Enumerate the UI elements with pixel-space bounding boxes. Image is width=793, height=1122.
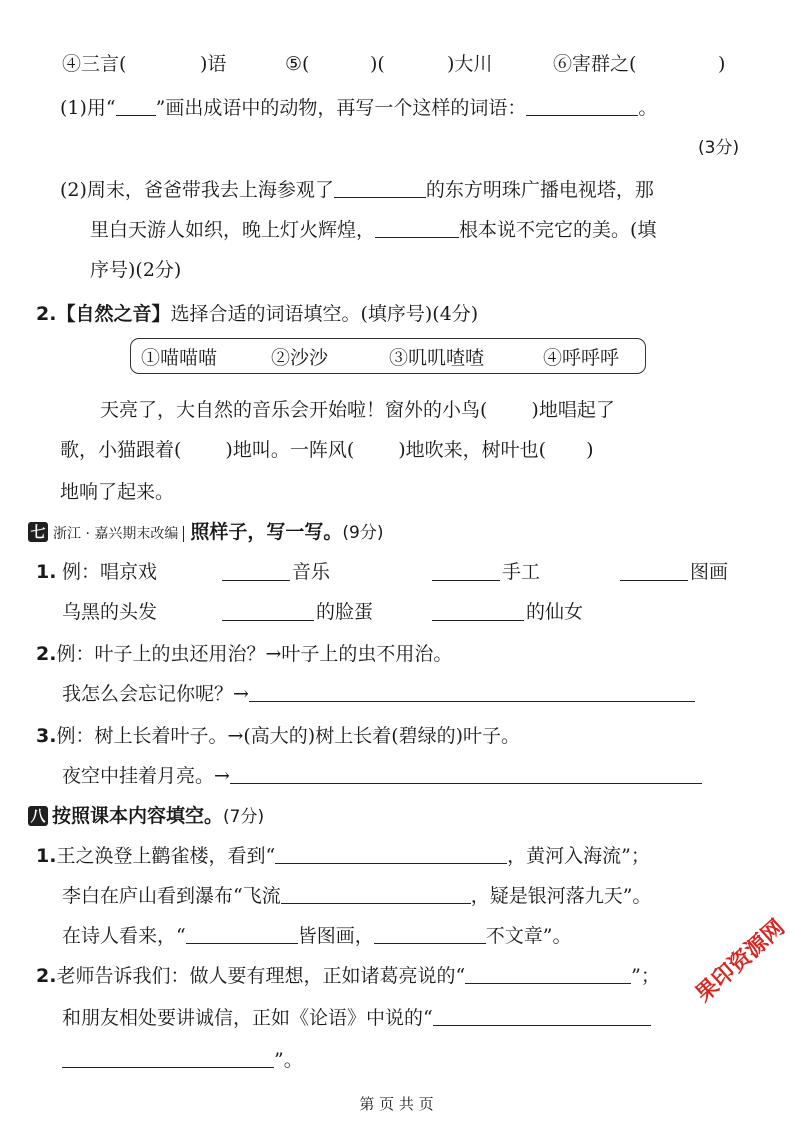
q2-tag: 【自然之音】 xyxy=(56,303,171,325)
s8-q1-text-a: 王之涣登上鹳雀楼，看到“ xyxy=(56,845,276,867)
q1-1-prefix: (1)用“ xyxy=(60,97,116,119)
s7-q1-word-1: 音乐 xyxy=(292,561,331,583)
s7-q2-question-text: 我怎么会忘记你呢？→ xyxy=(62,683,249,705)
s7-q2-example-text: 例：叶子上的虫还用治？→叶子上的虫不用治。 xyxy=(56,643,453,665)
s7-q1-blank-4[interactable] xyxy=(222,600,314,621)
section-8-badge: 八 xyxy=(28,806,48,826)
s7-q3-question-text: 夜空中挂着月亮。→ xyxy=(62,765,230,787)
q2-p1-end: )地唱起了 xyxy=(531,399,615,421)
s7-q1-word-5: 的仙女 xyxy=(526,601,584,623)
s8-q2-blank-2a[interactable] xyxy=(433,1005,651,1026)
s8-q2-text-d: ”。 xyxy=(274,1049,303,1071)
section-8-header xyxy=(28,802,264,831)
q1-1-score: (3分) xyxy=(698,138,740,158)
idiom-5-end: )大川 xyxy=(447,53,493,75)
q1-2-text-a: (2)周末，爸爸带我去上海参观了 xyxy=(60,179,334,201)
q2-p2-text-c: )地吹来，树叶也( xyxy=(398,439,547,461)
s8-q2-text-a: 老师告诉我们：做人要有理想，正如诸葛亮说的“ xyxy=(56,965,466,987)
q1-2-blank-2[interactable] xyxy=(375,217,459,238)
question-1-2-line2 xyxy=(90,216,656,244)
q2-p2-text-b: )地叫。一阵风( xyxy=(225,439,355,461)
question-2-header xyxy=(36,300,478,328)
q1-1-answer-blank[interactable] xyxy=(526,95,638,116)
s7-q2-question xyxy=(62,680,695,708)
idiom-4-start: ④三言( xyxy=(62,53,127,75)
option-1: ①喵喵喵 xyxy=(141,347,218,369)
s8-q1-text-b: ，黄河入海流”； xyxy=(507,845,650,867)
s8-q1-blank-1[interactable] xyxy=(275,843,507,864)
s8-q2-blank-2b[interactable] xyxy=(62,1047,274,1068)
s7-q3-example-text: 例：树上长着叶子。→(高大的)树上长着(碧绿的)叶子。 xyxy=(56,725,521,747)
watermark-logo: 果印资源网 xyxy=(691,915,790,1008)
s7-q1-word-3: 图画 xyxy=(690,561,729,583)
s8-q2-text-b: ”； xyxy=(631,965,660,987)
s7-q2-number: 2. xyxy=(36,643,57,665)
s7-q2-answer-blank[interactable] xyxy=(249,681,695,702)
s8-q1-line1 xyxy=(36,842,650,870)
s7-q3-answer-blank[interactable] xyxy=(230,763,702,784)
s8-q1-text-d: ，疑是银河落九天”。 xyxy=(470,885,652,907)
s8-q1-text-g: 不文章”。 xyxy=(485,925,572,947)
idiom-4-end: )语 xyxy=(200,53,227,75)
section-7-score: (9分) xyxy=(342,523,384,543)
q2-p2-text-d: ) xyxy=(586,439,594,461)
s8-q2-line1 xyxy=(36,962,660,990)
option-4: ④呼呼呼 xyxy=(543,347,620,369)
q1-2-text-c: 里白天游人如织，晚上灯火辉煌， xyxy=(90,219,376,241)
s7-q2-example xyxy=(36,640,452,668)
s8-q1-text-f: 皆图画， xyxy=(297,925,374,947)
s8-q1-text-e: 在诗人看来，“ xyxy=(62,925,186,947)
q2-instruction: 选择合适的词语填空。(填序号)(4分) xyxy=(170,303,479,325)
option-3: ③叽叽喳喳 xyxy=(389,347,485,369)
q1-1-end: 。 xyxy=(638,97,658,119)
section-7-header xyxy=(28,518,383,548)
q1-2-blank-1[interactable] xyxy=(334,177,426,198)
option-2: ②沙沙 xyxy=(271,347,329,369)
q2-number: 2. xyxy=(36,303,57,325)
s8-q2-line3 xyxy=(62,1046,303,1074)
s7-q1-word-4: 的脸蛋 xyxy=(316,601,374,623)
q1-1-underline-sample xyxy=(116,95,156,116)
s8-q2-blank-1[interactable] xyxy=(465,963,631,984)
q2-p1-text: 天亮了，大自然的音乐会开始啦！窗外的小鸟( xyxy=(100,399,488,421)
s8-q1-blank-2[interactable] xyxy=(281,883,471,904)
s8-q1-blank-4[interactable] xyxy=(374,923,486,944)
q2-p2-text-a: 歌，小猫跟着( xyxy=(60,439,182,461)
page-footer: 第 页 共 页 xyxy=(359,1095,434,1113)
s7-q3-example xyxy=(36,722,520,750)
q2-passage-line1 xyxy=(100,396,615,424)
idiom-5-start: ⑤( xyxy=(285,53,310,75)
q2-passage-line2 xyxy=(60,436,594,464)
s8-q2-text-c: 和朋友相处要讲诚信，正如《论语》中说的“ xyxy=(62,1007,433,1029)
s7-q1-example-2: 乌黑的头发 xyxy=(62,601,158,623)
word-option-box xyxy=(130,338,646,374)
section-8-title: 按照课本内容填空。 xyxy=(52,805,224,827)
q1-2-text-b: 的东方明珠广播电视塔，那 xyxy=(425,179,654,201)
section-7-badge: 七 xyxy=(28,522,48,542)
idiom-6-start: ⑥害群之( xyxy=(553,53,637,75)
s8-q2-number: 2. xyxy=(36,965,57,987)
s8-q2-line2 xyxy=(62,1004,651,1032)
s8-q1-number: 1. xyxy=(36,845,57,867)
section-8-score: (7分) xyxy=(223,807,265,827)
q2-passage-line3: 地响了起来。 xyxy=(60,481,175,503)
s7-q3-question xyxy=(62,762,702,790)
section-7-source: 浙江 · 嘉兴期末改编 xyxy=(48,526,184,542)
question-1-2-line1 xyxy=(60,176,654,204)
s8-q1-blank-3[interactable] xyxy=(186,923,298,944)
idiom-5-mid: )( xyxy=(370,53,385,75)
s7-q1-example: 例：唱京戏 xyxy=(62,561,158,583)
q1-2-text-d: 根本说不完它的美。(填 xyxy=(459,219,657,241)
q1-1-text: ”画出成语中的动物，再写一个这样的词语： xyxy=(155,97,527,119)
s7-q1-blank-2[interactable] xyxy=(432,560,500,581)
s8-q1-text-c: 李白在庐山看到瀑布“飞流 xyxy=(62,885,281,907)
s8-q1-line2 xyxy=(62,882,651,910)
s8-q1-line3 xyxy=(62,922,571,950)
s7-q1-blank-3[interactable] xyxy=(620,560,688,581)
question-1-1 xyxy=(60,94,657,122)
section-7-title: 照样子，写一写。 xyxy=(190,521,343,543)
s7-q3-number: 3. xyxy=(36,725,57,747)
s7-q1-blank-5[interactable] xyxy=(432,600,524,621)
question-1-2-line3: 序号)(2分) xyxy=(90,259,182,281)
idiom-6-end: ) xyxy=(718,53,726,75)
s7-q1-blank-1[interactable] xyxy=(222,560,290,581)
s7-q1-word-2: 手工 xyxy=(502,561,541,583)
s7-q1-number: 1. xyxy=(36,561,57,583)
